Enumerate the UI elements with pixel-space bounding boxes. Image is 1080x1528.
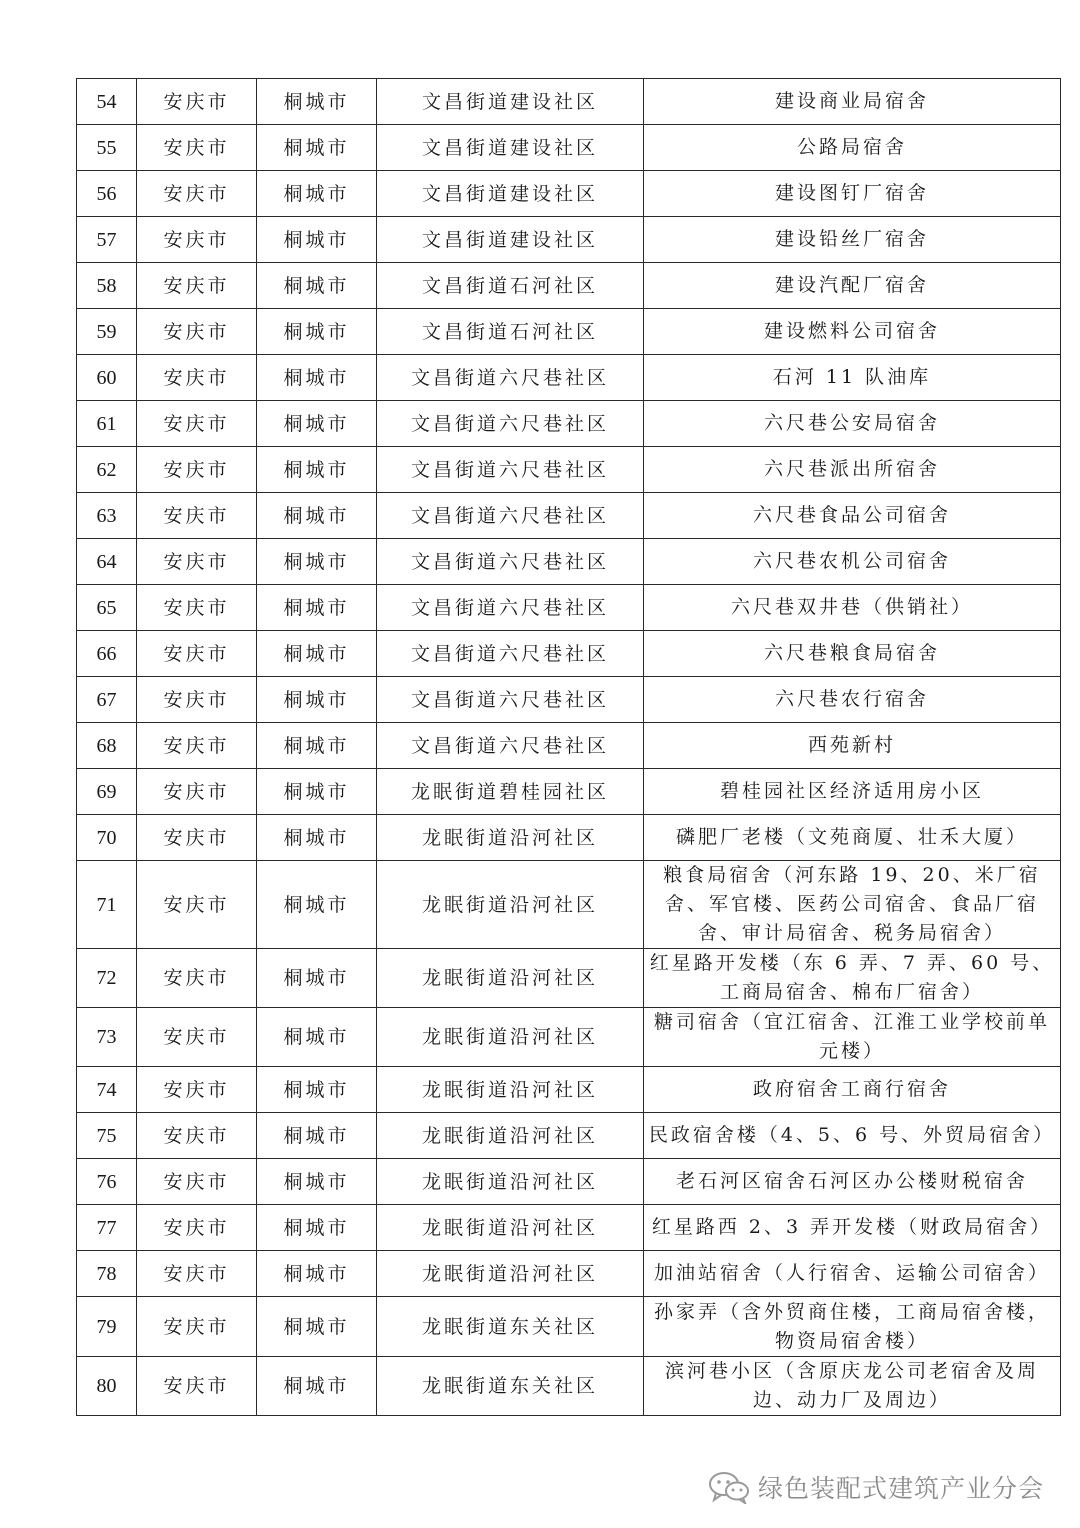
cell-city: 安庆市: [137, 79, 257, 125]
cell-county: 桐城市: [257, 447, 377, 493]
cell-residence-name: 六尺巷食品公司宿舍: [644, 493, 1061, 539]
table-row: [77, 949, 1061, 1008]
cell-number: 56: [77, 171, 137, 217]
cell-county: 桐城市: [257, 861, 377, 949]
cell-community: 文昌街道六尺巷社区: [377, 677, 644, 723]
table-row: [77, 1297, 1061, 1357]
cell-community: 文昌街道石河社区: [377, 309, 644, 355]
table-body: [77, 79, 1061, 1416]
cell-community: 文昌街道石河社区: [377, 263, 644, 309]
cell-county: 桐城市: [257, 1113, 377, 1159]
cell-residence-name: 建设燃料公司宿舍: [644, 309, 1061, 355]
cell-county: 桐城市: [257, 217, 377, 263]
cell-community: 文昌街道六尺巷社区: [377, 585, 644, 631]
table-row: [77, 631, 1061, 677]
cell-number: 72: [77, 949, 137, 1008]
cell-city: 安庆市: [137, 1357, 257, 1416]
cell-residence-name: 六尺巷粮食局宿舍: [644, 631, 1061, 677]
cell-county: 桐城市: [257, 401, 377, 447]
cell-community: 龙眠街道碧桂园社区: [377, 769, 644, 815]
cell-community: 龙眠街道沿河社区: [377, 949, 644, 1008]
cell-city: 安庆市: [137, 355, 257, 401]
cell-residence-name: 建设商业局宿舍: [644, 79, 1061, 125]
cell-residence-name: 建设铅丝厂宿舍: [644, 217, 1061, 263]
cell-number: 67: [77, 677, 137, 723]
cell-number: 70: [77, 815, 137, 861]
cell-city: 安庆市: [137, 1113, 257, 1159]
cell-residence-name: 粮食局宿舍（河东路 19、20、米厂宿舍、军官楼、医药公司宿舍、食品厂宿舍、审计局宿舍、税务局宿舍）: [644, 861, 1061, 949]
cell-community: 龙眠街道沿河社区: [377, 1113, 644, 1159]
cell-city: 安庆市: [137, 585, 257, 631]
table-row: [77, 401, 1061, 447]
cell-city: 安庆市: [137, 949, 257, 1008]
cell-county: 桐城市: [257, 125, 377, 171]
cell-county: 桐城市: [257, 263, 377, 309]
cell-county: 桐城市: [257, 1067, 377, 1113]
cell-county: 桐城市: [257, 355, 377, 401]
cell-community: 龙眠街道东关社区: [377, 1297, 644, 1357]
cell-number: 65: [77, 585, 137, 631]
cell-residence-name: 建设汽配厂宿舍: [644, 263, 1061, 309]
cell-residence-name: 政府宿舍工商行宿舍: [644, 1067, 1061, 1113]
table-row: [77, 1008, 1061, 1067]
cell-community: 文昌街道六尺巷社区: [377, 401, 644, 447]
cell-number: 71: [77, 861, 137, 949]
cell-city: 安庆市: [137, 125, 257, 171]
cell-community: 龙眠街道沿河社区: [377, 861, 644, 949]
table-row: [77, 309, 1061, 355]
cell-city: 安庆市: [137, 447, 257, 493]
cell-number: 76: [77, 1159, 137, 1205]
cell-city: 安庆市: [137, 1297, 257, 1357]
cell-community: 文昌街道六尺巷社区: [377, 631, 644, 677]
cell-number: 68: [77, 723, 137, 769]
cell-county: 桐城市: [257, 1008, 377, 1067]
cell-city: 安庆市: [137, 769, 257, 815]
cell-city: 安庆市: [137, 631, 257, 677]
cell-residence-name: 六尺巷农行宿舍: [644, 677, 1061, 723]
table-row: [77, 171, 1061, 217]
cell-county: 桐城市: [257, 769, 377, 815]
cell-community: 龙眠街道沿河社区: [377, 815, 644, 861]
cell-number: 58: [77, 263, 137, 309]
watermark: [708, 1467, 1044, 1507]
cell-city: 安庆市: [137, 861, 257, 949]
cell-number: 62: [77, 447, 137, 493]
cell-city: 安庆市: [137, 677, 257, 723]
cell-number: 54: [77, 79, 137, 125]
cell-community: 文昌街道六尺巷社区: [377, 355, 644, 401]
cell-community: 文昌街道建设社区: [377, 171, 644, 217]
cell-city: 安庆市: [137, 1159, 257, 1205]
table-row: [77, 217, 1061, 263]
cell-county: 桐城市: [257, 1357, 377, 1416]
cell-city: 安庆市: [137, 171, 257, 217]
cell-city: 安庆市: [137, 1067, 257, 1113]
cell-county: 桐城市: [257, 631, 377, 677]
cell-residence-name: 六尺巷农机公司宿舍: [644, 539, 1061, 585]
cell-community: 文昌街道建设社区: [377, 125, 644, 171]
cell-city: 安庆市: [137, 493, 257, 539]
cell-residence-name: 红星路西 2、3 弄开发楼（财政局宿舍）: [644, 1205, 1061, 1251]
cell-residence-name: 六尺巷双井巷（供销社）: [644, 585, 1061, 631]
cell-residence-name: 糖司宿舍（宜江宿舍、江淮工业学校前单元楼）: [644, 1008, 1061, 1067]
table-row: [77, 79, 1061, 125]
cell-number: 77: [77, 1205, 137, 1251]
cell-number: 59: [77, 309, 137, 355]
table-row: [77, 355, 1061, 401]
watermark-text: 绿色装配式建筑产业分会: [757, 1474, 1044, 1503]
cell-number: 69: [77, 769, 137, 815]
cell-city: 安庆市: [137, 815, 257, 861]
cell-residence-name: 公路局宿舍: [644, 125, 1061, 171]
wechat-icon: [708, 1470, 750, 1504]
cell-residence-name: 磷肥厂老楼（文苑商厦、壮禾大厦）: [644, 815, 1061, 861]
cell-number: 80: [77, 1357, 137, 1416]
cell-county: 桐城市: [257, 677, 377, 723]
cell-residence-name: 石河 11 队油库: [644, 355, 1061, 401]
cell-residence-name: 加油站宿舍（人行宿舍、运输公司宿舍）: [644, 1251, 1061, 1297]
cell-county: 桐城市: [257, 815, 377, 861]
table-row: [77, 1067, 1061, 1113]
table-row: [77, 585, 1061, 631]
table-row: [77, 263, 1061, 309]
cell-number: 60: [77, 355, 137, 401]
table-row: [77, 539, 1061, 585]
cell-number: 75: [77, 1113, 137, 1159]
cell-county: 桐城市: [257, 1159, 377, 1205]
cell-number: 57: [77, 217, 137, 263]
cell-residence-name: 建设图钉厂宿舍: [644, 171, 1061, 217]
cell-number: 64: [77, 539, 137, 585]
cell-city: 安庆市: [137, 539, 257, 585]
cell-city: 安庆市: [137, 217, 257, 263]
cell-residence-name: 老石河区宿舍石河区办公楼财税宿舍: [644, 1159, 1061, 1205]
cell-number: 61: [77, 401, 137, 447]
cell-residence-name: 滨河巷小区（含原庆龙公司老宿舍及周边、动力厂及周边）: [644, 1357, 1061, 1416]
cell-county: 桐城市: [257, 949, 377, 1008]
table-row: [77, 1251, 1061, 1297]
cell-county: 桐城市: [257, 1251, 377, 1297]
cell-city: 安庆市: [137, 401, 257, 447]
cell-number: 55: [77, 125, 137, 171]
table-row: [77, 769, 1061, 815]
cell-city: 安庆市: [137, 1251, 257, 1297]
table-row: [77, 723, 1061, 769]
cell-community: 龙眠街道沿河社区: [377, 1251, 644, 1297]
cell-community: 龙眠街道沿河社区: [377, 1067, 644, 1113]
cell-residence-name: 六尺巷派出所宿舍: [644, 447, 1061, 493]
cell-residence-name: 西苑新村: [644, 723, 1061, 769]
cell-county: 桐城市: [257, 585, 377, 631]
cell-residence-name: 孙家弄（含外贸商住楼，工商局宿舍楼，物资局宿舍楼）: [644, 1297, 1061, 1357]
cell-number: 74: [77, 1067, 137, 1113]
table-row: [77, 1113, 1061, 1159]
cell-county: 桐城市: [257, 171, 377, 217]
cell-number: 78: [77, 1251, 137, 1297]
table-row: [77, 1205, 1061, 1251]
table-row: [77, 861, 1061, 949]
table-row: [77, 125, 1061, 171]
cell-city: 安庆市: [137, 1008, 257, 1067]
cell-community: 龙眠街道沿河社区: [377, 1205, 644, 1251]
cell-community: 龙眠街道东关社区: [377, 1357, 644, 1416]
cell-residence-name: 民政宿舍楼（4、5、6 号、外贸局宿舍）: [644, 1113, 1061, 1159]
cell-community: 文昌街道建设社区: [377, 79, 644, 125]
cell-community: 龙眠街道沿河社区: [377, 1159, 644, 1205]
cell-number: 79: [77, 1297, 137, 1357]
cell-community: 文昌街道建设社区: [377, 217, 644, 263]
cell-county: 桐城市: [257, 309, 377, 355]
table-row: [77, 1357, 1061, 1416]
cell-city: 安庆市: [137, 263, 257, 309]
cell-community: 文昌街道六尺巷社区: [377, 539, 644, 585]
cell-county: 桐城市: [257, 493, 377, 539]
cell-residence-name: 六尺巷公安局宿舍: [644, 401, 1061, 447]
cell-county: 桐城市: [257, 1205, 377, 1251]
table-row: [77, 447, 1061, 493]
cell-number: 73: [77, 1008, 137, 1067]
cell-county: 桐城市: [257, 1297, 377, 1357]
cell-county: 桐城市: [257, 723, 377, 769]
cell-community: 龙眠街道沿河社区: [377, 1008, 644, 1067]
cell-county: 桐城市: [257, 79, 377, 125]
cell-residence-name: 碧桂园社区经济适用房小区: [644, 769, 1061, 815]
table-row: [77, 1159, 1061, 1205]
cell-city: 安庆市: [137, 723, 257, 769]
cell-residence-name: 红星路开发楼（东 6 弄、7 弄、60 号、工商局宿舍、棉布厂宿舍）: [644, 949, 1061, 1008]
cell-city: 安庆市: [137, 309, 257, 355]
table-row: [77, 815, 1061, 861]
table-row: [77, 677, 1061, 723]
cell-community: 文昌街道六尺巷社区: [377, 493, 644, 539]
cell-county: 桐城市: [257, 539, 377, 585]
cell-community: 文昌街道六尺巷社区: [377, 723, 644, 769]
table-row: [77, 493, 1061, 539]
cell-number: 66: [77, 631, 137, 677]
cell-city: 安庆市: [137, 1205, 257, 1251]
cell-number: 63: [77, 493, 137, 539]
cell-community: 文昌街道六尺巷社区: [377, 447, 644, 493]
housing-table: [76, 78, 1061, 1416]
